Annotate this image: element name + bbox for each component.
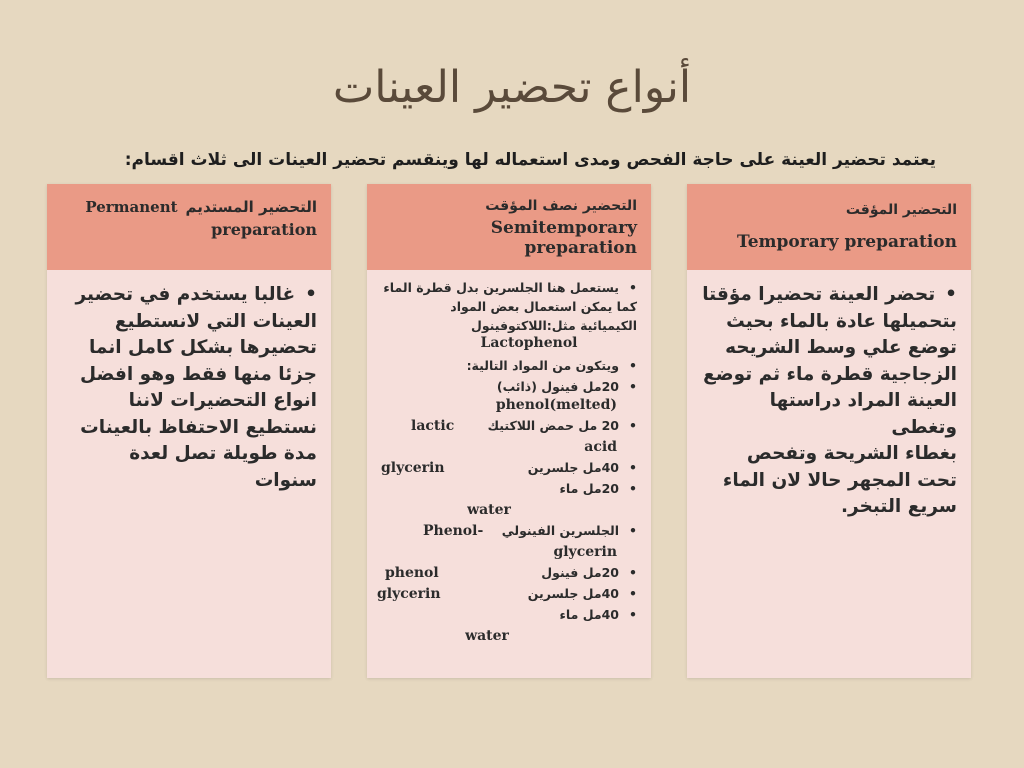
bullet-icon: •: [629, 280, 637, 295]
temporary-line: بتحميلها عادة بالماء بحيث: [726, 310, 957, 332]
slide-subtitle: يعتمد تحضير العينة على حاجة الفحص ومدى استعماله لها وينقسم تحضير العينات الى ثلاث اقسام:: [124, 150, 936, 170]
permanent-header-en-2: preparation: [211, 220, 317, 239]
semitemporary-header-en: Semitemporary preparation: [490, 218, 637, 258]
semi-acid-en: acid: [584, 439, 617, 455]
semi-lactic-row: •20 مل حمض اللاكتيك lactic: [411, 418, 637, 434]
temporary-header-ar: التحضير المؤقت: [845, 202, 957, 218]
permanent-line: تحضيرها بشكل كامل انما: [88, 337, 317, 358]
semi-water1-row: •20مل ماء: [559, 481, 637, 496]
permanent-line: العينات التي لانستطيع: [114, 310, 317, 332]
temporary-line: بغطاء الشريحة وتفحص: [746, 443, 957, 464]
semitemporary-body: [367, 270, 651, 649]
permanent-line: جزئا منها فقط وهو افضل: [79, 363, 317, 385]
permanent-header-en-1: Permanent: [85, 198, 178, 216]
temporary-card: [687, 184, 971, 678]
semi-water2-en: water: [465, 628, 509, 644]
permanent-line: نستطيع الاحتفاظ بالعينات: [80, 416, 317, 438]
semitemporary-header-ar: التحضير نصف المؤقت: [485, 198, 637, 214]
slide-title: أنواع تحضير العينات: [332, 62, 692, 113]
temporary-line: سريع التبخر.: [841, 496, 957, 517]
permanent-card: [47, 184, 331, 678]
temporary-line: •تحضر العينة تحضيرا مؤقتا: [701, 282, 957, 309]
permanent-line: •غالبا يستخدم في تحضير: [61, 282, 317, 309]
semi-components-intro: •ويتكون من المواد التالية:: [466, 358, 637, 373]
semi-phenol2-row: •20مل فينول phenol: [385, 565, 637, 581]
permanent-body: [47, 270, 331, 494]
semi-phenol-en: phenol(melted): [495, 397, 617, 413]
semi-pg-row: •الجلسرين الفينولي Phenol-: [423, 523, 637, 539]
semi-intro-line: كما يمكن استعمال بعض المواد: [450, 299, 637, 314]
permanent-line: انواع التحضيرات لاننا: [128, 390, 317, 411]
permanent-line: سنوات: [254, 469, 317, 491]
permanent-header-ar: التحضير المستديم: [185, 198, 317, 216]
temporary-body: [687, 270, 971, 521]
temporary-line: تحت المجهر حالا لان الماء: [722, 469, 957, 491]
temporary-header-en: Temporary preparation: [737, 232, 957, 252]
temporary-line: الزجاجية قطرة ماء ثم توضع: [703, 363, 957, 385]
permanent-line: مدة طويلة تصل لعدة: [129, 443, 317, 464]
semi-phenol-ar: •20مل فينول (ذائب): [496, 379, 637, 394]
bullet-icon: •: [305, 284, 317, 305]
semitemporary-header: [367, 184, 651, 270]
semi-glycerin2-row: •40مل جلسرين glycerin: [377, 586, 637, 602]
permanent-header: [47, 184, 331, 270]
semi-intro-en: Lactophenol: [480, 335, 578, 351]
semi-water1-en: water: [467, 502, 511, 518]
temporary-header: [687, 184, 971, 270]
semitemporary-card: [367, 184, 651, 678]
temporary-line: توضع علي وسط الشريحه: [725, 337, 957, 358]
semi-pg-en-2: glycerin: [553, 544, 617, 560]
semi-intro-line: الكيميائية مثل:اللاكتوفينول: [470, 318, 637, 333]
semi-intro-line: •يستعمل هنا الجلسرين بدل قطرة الماء: [383, 280, 637, 295]
semi-water2-row: •40مل ماء: [559, 607, 637, 622]
semi-glycerin1-row: •40مل جلسرين glycerin: [381, 460, 637, 476]
bullet-icon: •: [945, 284, 957, 305]
temporary-line: العينة المراد دراستها وتغطى: [769, 390, 957, 438]
